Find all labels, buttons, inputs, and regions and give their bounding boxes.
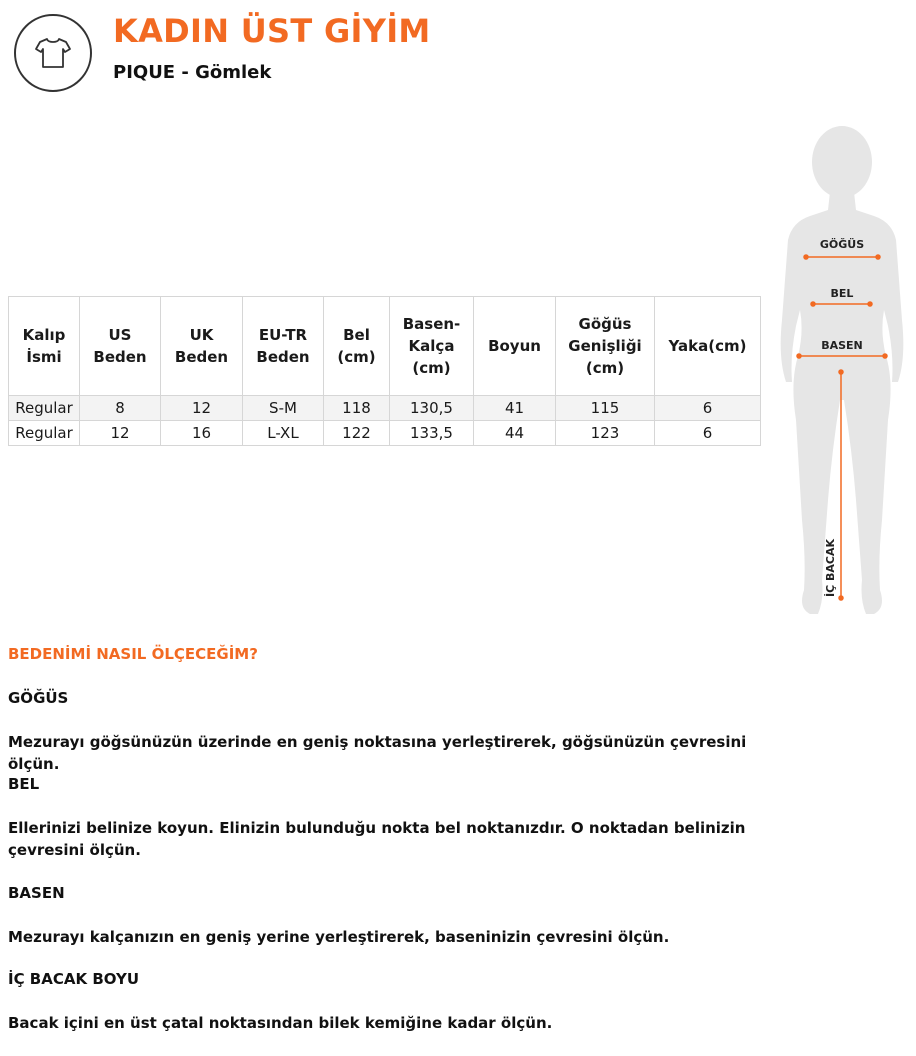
table-cell: 122 [324, 421, 390, 446]
guide-heading-inseam: İÇ BACAK BOYU [8, 970, 140, 988]
guide-heading-chest: GÖĞÜS [8, 689, 69, 707]
table-cell: Regular [9, 421, 80, 446]
guide-text-inseam: Bacak içini en üst çatal noktasından bilek kemiğine kadar ölçün. [8, 1014, 553, 1032]
table-cell: 123 [556, 421, 655, 446]
table-cell: 115 [556, 396, 655, 421]
column-header-pattern: Kalıp İsmi [9, 297, 80, 396]
table-cell: S-M [243, 396, 324, 421]
table-cell: 44 [474, 421, 556, 446]
guide-text-chest: Mezurayı göğsünüzün üzerinde en geniş noktasına yerleştirerek, göğsünüzün çevresini ölçün. [8, 733, 747, 773]
table-cell: Regular [9, 396, 80, 421]
inseam-label: İÇ BACAK [824, 538, 837, 598]
table-cell: 133,5 [390, 421, 474, 446]
column-header-neck: Boyun [474, 297, 556, 396]
body-measurement-figure [770, 120, 916, 630]
waist-label: BEL [830, 287, 854, 300]
column-header-chest-width: Göğüs Genişliği (cm) [556, 297, 655, 396]
guide-title: BEDENİMİ NASIL ÖLÇECEĞİM? [8, 645, 258, 663]
table-header-row [9, 297, 761, 396]
chest-label: GÖĞÜS [819, 238, 865, 251]
guide-text-waist: Ellerinizi belinize koyun. Elinizin bulunduğu nokta bel noktanızdır. O noktadan belinizin çevresini ölçün. [8, 819, 746, 859]
guide-heading-hip: BASEN [8, 884, 65, 902]
column-header-us: US Beden [80, 297, 161, 396]
hip-label: BASEN [821, 339, 863, 352]
guide-heading-waist: BEL [8, 775, 40, 793]
table-row [9, 396, 761, 421]
column-header-hip: Basen- Kalça (cm) [390, 297, 474, 396]
table-cell: 41 [474, 396, 556, 421]
table-cell: 130,5 [390, 396, 474, 421]
body-silhouette [770, 120, 916, 630]
table-cell: 12 [161, 396, 243, 421]
column-header-eu-tr: EU-TR Beden [243, 297, 324, 396]
tshirt-icon [14, 14, 92, 92]
table-row [9, 421, 761, 446]
table-cell: 8 [80, 396, 161, 421]
column-header-waist: Bel (cm) [324, 297, 390, 396]
table-cell: 6 [655, 396, 761, 421]
size-table [8, 296, 761, 446]
table-cell: L-XL [243, 421, 324, 446]
guide-text-hip: Mezurayı kalçanızın en geniş yerine yerleştirerek, baseninizin çevresini ölçün. [8, 928, 670, 946]
table-cell: 118 [324, 396, 390, 421]
page-subtitle: PIQUE - Gömlek [113, 62, 272, 83]
column-header-collar: Yaka(cm) [655, 297, 761, 396]
table-cell: 12 [80, 421, 161, 446]
table-cell: 16 [161, 421, 243, 446]
table-cell: 6 [655, 421, 761, 446]
page-title: KADIN ÜST GİYİM [113, 12, 431, 50]
column-header-uk: UK Beden [161, 297, 243, 396]
